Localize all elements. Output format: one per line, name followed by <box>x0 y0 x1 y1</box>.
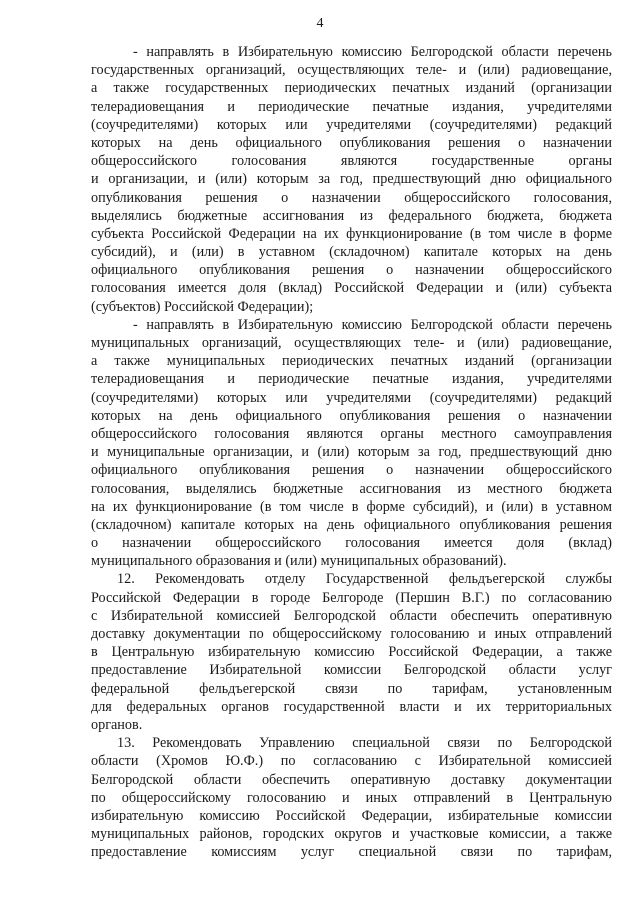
text-line: а также муниципальных периодических печатных изданий (организации <box>91 353 612 370</box>
text-line: которых на день официального опубликования решения о назначении <box>91 134 612 151</box>
document-body <box>91 43 612 861</box>
text-line: выделялись бюджетные ассигнования из федерального бюджета, бюджета <box>91 207 612 224</box>
text-line: и организации, и (или) которым за год, предшествующий дню официального <box>91 171 612 188</box>
text-line: 12. Рекомендовать отделу Государственной фельдъегерской службы <box>117 571 612 588</box>
text-line: области (Хромов Ю.Ф.) по согласованию с Избирательной комиссией <box>91 753 612 770</box>
text-line: официального опубликования решения о назначении общероссийского <box>91 262 612 279</box>
text-line: муниципальных районов, городских округов и участковые комиссии, а также <box>91 826 612 843</box>
text-line: на их функционирование (в том числе в форме субсидий), и (или) в уставном <box>91 498 612 515</box>
text-line: которых на день официального опубликования решения о назначении <box>91 407 612 424</box>
text-line: и муниципальные организации, и (или) которым за год, предшествующий дню <box>91 444 612 461</box>
text-line: для федеральных органов государственной власти и их территориальных <box>91 698 612 715</box>
text-line: субсидий), и (или) в уставном (складочном) капитале которых на день <box>91 244 612 261</box>
page-number: 4 <box>316 16 324 31</box>
text-line: телерадиовещания и периодические печатные издания, учредителями <box>91 98 612 115</box>
text-line: в Центральную избирательную комиссию Российской Федерации, а также <box>91 644 612 661</box>
text-line: муниципального образования и (или) муниципальных образований). <box>91 553 507 570</box>
text-line: (субъектов) Российской Федерации); <box>91 298 314 315</box>
text-line: по общероссийскому голосованию и иных отправлений в Центральную <box>91 789 612 806</box>
text-line: телерадиовещания и периодические печатные издания, учредителями <box>91 371 612 388</box>
text-line: - направлять в Избирательную комиссию Белгородской области перечень <box>133 44 612 60</box>
text-line: о назначении общероссийского голосования имеется доля (вклад) <box>91 535 612 552</box>
text-line: общероссийского голосования являются органы местного самоуправления <box>91 425 612 442</box>
text-line: голосования имеется доля (вклад) Российской Федерации и (или) субъекта <box>91 280 612 297</box>
text-line: Российской Федерации в городе Белгороде (Першин В.Г.) по согласованию <box>91 589 612 606</box>
text-line: с Избирательной комиссией Белгородской области обеспечить оперативную <box>91 607 612 624</box>
text-line: (соучредителями) которых или учредителями (соучредителями) редакций <box>91 116 612 133</box>
text-line: - направлять в Избирательную комиссию Белгородской области перечень <box>133 316 612 333</box>
text-line: избирательную комиссию Российской Федерации, избирательные комиссии <box>91 807 612 824</box>
text-line: опубликования решения о назначении общероссийского голосования, <box>91 189 612 206</box>
text-line: федеральной фельдъегерской связи по тарифам, установленным <box>91 680 612 697</box>
text-line: а также государственных периодических печатных изданий (организации <box>91 80 612 97</box>
text-line: Белгородской области обеспечить оперативную доставку документации <box>91 771 612 788</box>
text-line: голосования, выделялись бюджетные ассигнования из местного бюджета <box>91 480 612 497</box>
text-line: 13. Рекомендовать Управлению специальной связи по Белгородской <box>117 735 612 752</box>
text-line: доставку документации по общероссийскому голосованию и иных отправлений <box>91 626 612 642</box>
text-line: (складочном) капитале которых на день официального опубликования решения <box>91 516 612 533</box>
text-line: предоставление комиссиям услуг специальной связи по тарифам, <box>91 844 612 861</box>
text-line: (соучредителями) которых или учредителями (соучредителями) редакций <box>91 389 612 406</box>
text-line: субъекта Российской Федерации на их функционирование (в том числе в форме <box>91 225 612 242</box>
text-line: общероссийского голосования являются государственные органы <box>91 153 612 170</box>
text-line: официального опубликования решения о назначении общероссийского <box>91 462 612 479</box>
text-line: органов. <box>91 716 143 733</box>
text-line: муниципальных организаций, осуществляющих теле- и (или) радиовещание, <box>91 335 612 351</box>
text-line: государственных организаций, осуществляющих теле- и (или) радиовещание, <box>91 62 612 79</box>
text-line: предоставление Избирательной комиссии Белгородской области услуг <box>91 662 612 679</box>
